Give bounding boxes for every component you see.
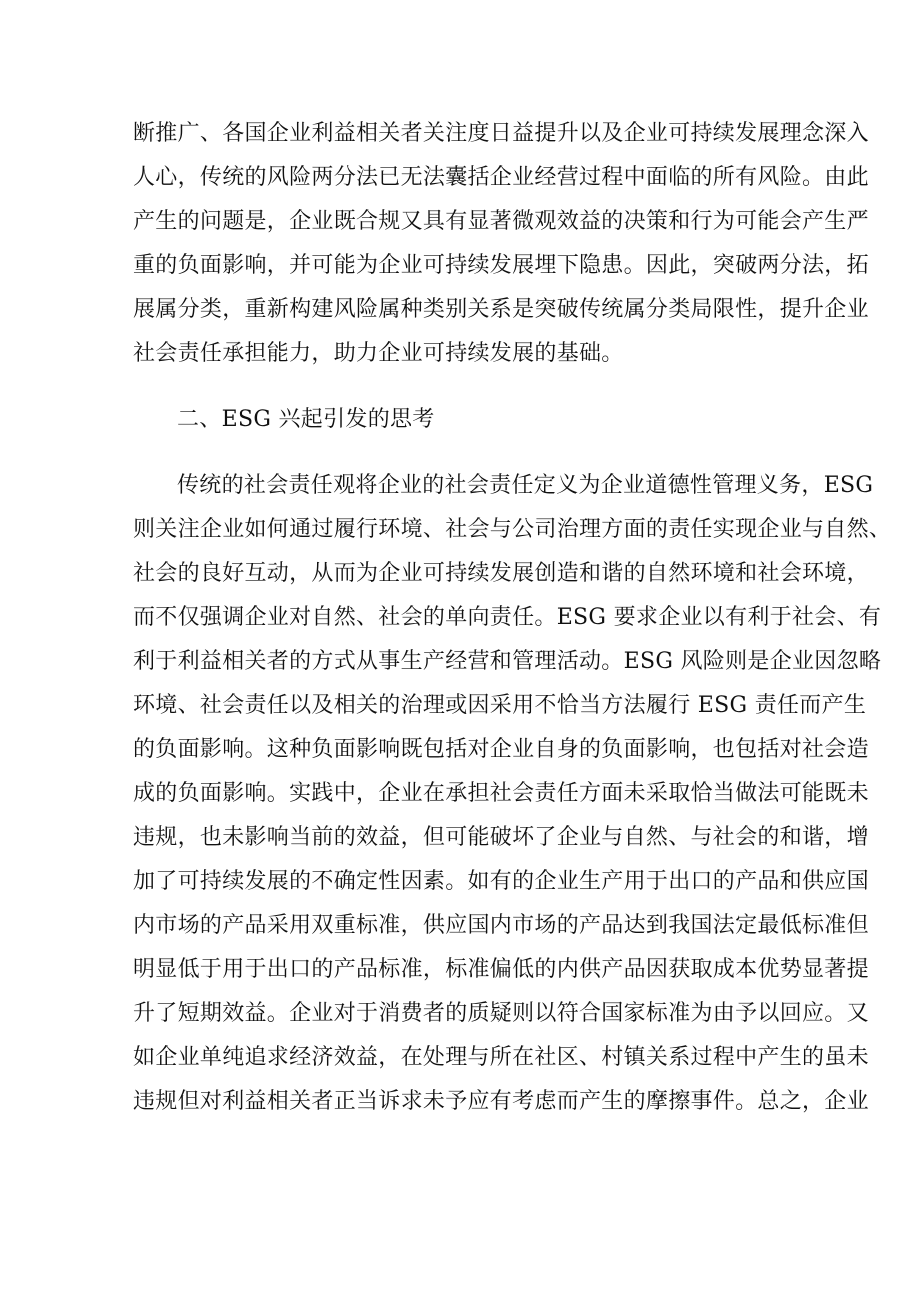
paragraph-line: 社会责任承担能力，助力企业可持续发展的基础。 bbox=[133, 341, 624, 366]
paragraph-line: 内市场的产品采用双重标准，供应国内市场的产品达到我国法定最低标准但 bbox=[133, 913, 869, 938]
paragraph-line: 人心，传统的风险两分法已无法囊括企业经营过程中面临的所有风险。由此 bbox=[133, 165, 869, 190]
paragraph-line: 环境、社会责任以及相关的治理或因采用不恰当方法履行 ESG 责任而产生 bbox=[133, 693, 867, 718]
paragraph bbox=[133, 464, 892, 1124]
paragraph-line: 升了短期效益。企业对于消费者的质疑则以符合国家标准为由予以回应。又 bbox=[133, 1001, 869, 1026]
paragraph-line: 断推广、各国企业利益相关者关注度日益提升以及企业可持续发展理念深入 bbox=[133, 121, 869, 146]
paragraph-line: 如企业单纯追求经济效益，在处理与所在社区、村镇关系过程中产生的虽未 bbox=[133, 1045, 869, 1070]
paragraph-line: 传统的社会责任观将企业的社会责任定义为企业道德性管理义务，ESG bbox=[177, 473, 874, 498]
paragraph-line: 而不仅强调企业对自然、社会的单向责任。ESG 要求企业以有利于社会、有 bbox=[133, 605, 882, 630]
paragraph-line: 违规但对利益相关者正当诉求未予应有考虑而产生的摩擦事件。总之，企业 bbox=[133, 1089, 869, 1114]
paragraph-continued bbox=[133, 112, 869, 376]
paragraph-line: 加了可持续发展的不确定性因素。如有的企业生产用于出口的产品和供应国 bbox=[133, 869, 869, 894]
paragraph-line: 利于利益相关者的方式从事生产经营和管理活动。ESG 风险则是企业因忽略 bbox=[133, 649, 882, 674]
paragraph-line: 社会的良好互动，从而为企业可持续发展创造和谐的自然环境和社会环境， bbox=[133, 561, 869, 586]
body-text bbox=[133, 112, 892, 1124]
paragraph-line: 则关注企业如何通过履行环境、社会与公司治理方面的责任实现企业与自然、 bbox=[133, 517, 892, 542]
paragraph-line: 明显低于用于出口的产品标准，标准偏低的内供产品因获取成本优势显著提 bbox=[133, 957, 869, 982]
paragraph-line: 产生的问题是，企业既合规又具有显著微观效益的决策和行为可能会产生严 bbox=[133, 209, 869, 234]
paragraph-line: 违规，也未影响当前的效益，但可能破坏了企业与自然、与社会的和谐，增 bbox=[133, 825, 869, 850]
paragraph-line: 成的负面影响。实践中，企业在承担社会责任方面未采取恰当做法可能既未 bbox=[133, 781, 869, 806]
paragraph-line: 的负面影响。这种负面影响既包括对企业自身的负面影响，也包括对社会造 bbox=[133, 737, 869, 762]
paragraph-line: 重的负面影响，并可能为企业可持续发展埋下隐患。因此，突破两分法，拓 bbox=[133, 253, 869, 278]
section-heading bbox=[133, 398, 793, 442]
section-heading-text: 二、ESG 兴起引发的思考 bbox=[177, 407, 435, 432]
paragraph-line: 展属分类，重新构建风险属种类别关系是突破传统属分类局限性，提升企业 bbox=[133, 297, 869, 322]
